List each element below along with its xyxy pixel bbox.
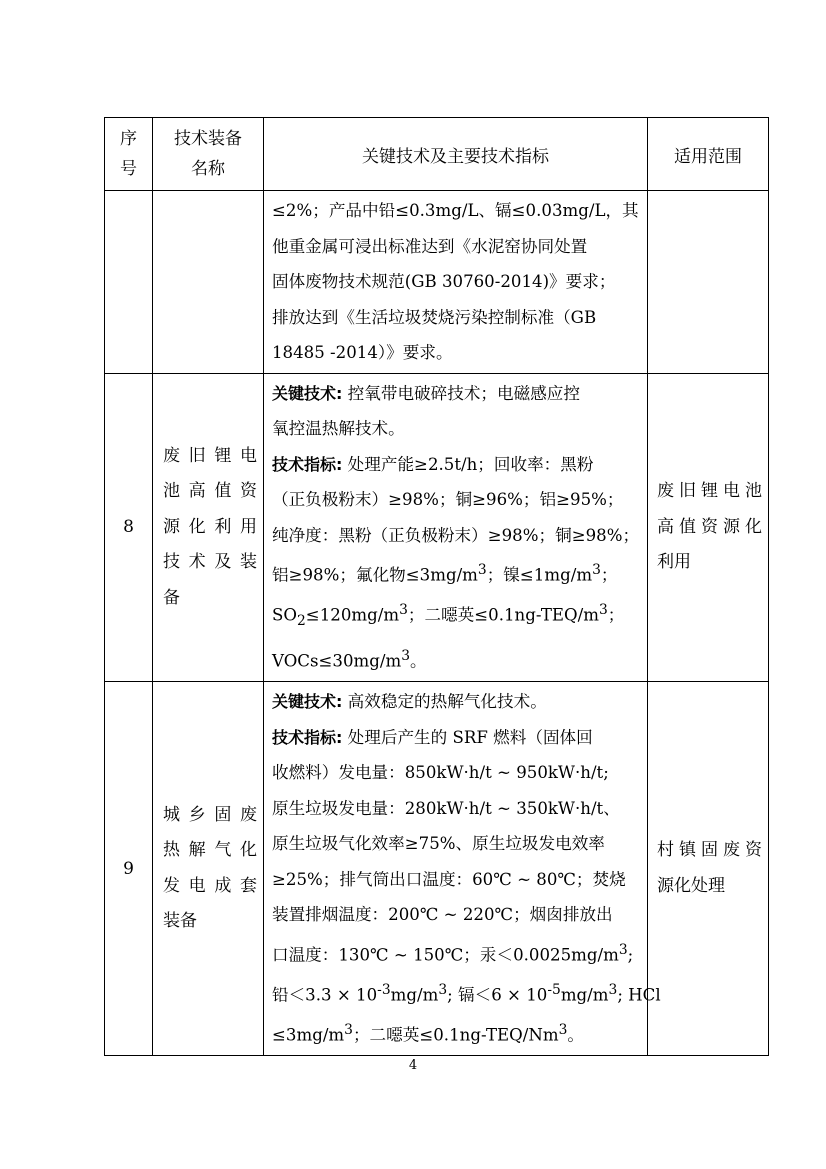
row8-indicator-text: $SO_2\le 120mg/m^3$；二噁英$\le 0.1ng-TEQ/m^3$；: [272, 602, 625, 629]
row9-name-line: 发电成套: [163, 875, 257, 896]
row9-scope-line: 村镇固废资: [657, 840, 762, 861]
header-tech: 关键技术及主要技术指标: [264, 118, 648, 191]
row9-indicator-text: 收燃料）发电量：850kW·h/t ~ 950kW·h/t;: [272, 763, 609, 783]
row8-indicator-text: $VOCs\le 30mg/m^3$。: [272, 648, 427, 671]
row9-key-text: 高效稳定的热解气化技术。: [342, 692, 547, 712]
header-index-line1: 序: [120, 129, 137, 149]
row8-scope-line: 利用: [657, 552, 691, 573]
row9-name-line: 热解气化: [163, 840, 257, 861]
row9-indicator-text: 处理后产生的 SRF 燃料（固体回: [342, 727, 593, 747]
cont-tech-cell: [264, 191, 648, 374]
row8-key-text: 氧控温热解技术。: [272, 419, 405, 438]
row8-indicator-text: （正负极粉末）≥98%；铜≥96%；铝≥95%；: [272, 490, 624, 509]
row9-tech: [264, 682, 661, 1056]
row9-indicator-text: 铅$<3.3 \times 10^{-3}mg/m^3$; 镉$<6 \times 10^{-5}mg/m^3$; HCl: [272, 981, 661, 1005]
technology-table: [104, 117, 769, 1056]
row8-index: 8: [105, 373, 153, 682]
row9-name: [153, 682, 264, 1056]
row8-name-line: 废旧锂电: [163, 445, 257, 466]
row8-key-text: 控氧带电破碎技术；电磁感应控: [342, 383, 580, 403]
cont-index-cell: [105, 191, 153, 374]
cont-scope-cell: [648, 191, 769, 374]
row8-scope: [648, 373, 769, 682]
header-index: [105, 118, 153, 191]
row9-indicator-text: 原生垃圾发电量：280kW·h/t ~ 350kW·h/t、: [272, 798, 620, 818]
cont-line: 排放达到《生活垃圾焚烧污染控制标准（GB: [272, 307, 597, 327]
table-row-9: [105, 682, 769, 1056]
row9-scope: [648, 682, 769, 1056]
row9-index: 9: [105, 682, 153, 1056]
row8-key-label: 关键技术:: [272, 383, 343, 403]
row9-indicator-text: $\le 3mg/m^3$；二噁英$\le 0.1ng-TEQ/Nm^3$。: [272, 1021, 584, 1045]
row8-scope-line: 高值资源化: [657, 516, 762, 537]
row8-indicator-text: 铝≥98%；氟化物$\le 3mg/m^3$；镍$\le 1mg/m^3$；: [272, 562, 618, 585]
row8-scope-line: 废旧锂电池: [657, 481, 762, 502]
row8-name-line: 池高值资: [163, 481, 257, 502]
page-number: 4: [408, 1058, 418, 1073]
row9-indicator-label: 技术指标:: [272, 727, 343, 747]
row9-indicator-text: 装置排烟温度：200℃ ~ 220℃；烟囱排放出: [272, 905, 613, 925]
header-name-line1: 技术装备: [174, 129, 242, 149]
row8-name-line: 技术及装: [163, 552, 257, 573]
row8-indicator-text: 处理产能≥2.5t/h；回收率：黑粉: [342, 454, 594, 474]
row9-name-line: 装备: [163, 911, 197, 932]
row8-tech: [264, 373, 648, 682]
cont-line: 固体废物技术规范(GB 30760-2014)》要求；: [272, 272, 616, 291]
header-name-line2: 名称: [191, 159, 225, 179]
row8-indicator-text: 纯净度：黑粉（正负极粉末）≥98%；铜≥98%；: [272, 525, 640, 545]
table-header-row: [105, 118, 769, 191]
header-index-line2: 号: [120, 159, 137, 179]
cont-name-cell: [153, 191, 264, 374]
row9-scope-line: 源化处理: [657, 875, 725, 896]
row9-indicator-text: ≥25%；排气筒出口温度：60℃ ~ 80℃；焚烧: [272, 869, 626, 889]
row8-indicator-label: 技术指标:: [272, 454, 343, 474]
row8-name-line: 备: [163, 587, 180, 608]
row9-indicator-text: 原生垃圾气化效率≥75%、原生垃圾发电效率: [272, 834, 605, 854]
row9-indicator-text: 口温度：130℃ ~ 150℃；汞$<0.0025mg/m^3$;: [272, 941, 634, 965]
table-row-continuation: [105, 191, 769, 374]
header-name: [153, 118, 264, 191]
cont-line: 18485 -2014）》要求。: [272, 343, 453, 362]
row9-key-label: 关键技术:: [272, 692, 343, 712]
table-row-8: [105, 373, 769, 682]
header-scope: 适用范围: [648, 118, 769, 191]
cont-line: 他重金属可浸出标准达到《水泥窑协同处置: [272, 236, 588, 256]
row8-name-line: 源化利用: [163, 516, 257, 537]
row8-name: [153, 373, 264, 682]
row9-name-line: 城乡固废: [163, 804, 257, 825]
cont-line: ≤2%；产品中铅≤0.3mg/L、镉≤0.03mg/L，其: [272, 201, 639, 220]
